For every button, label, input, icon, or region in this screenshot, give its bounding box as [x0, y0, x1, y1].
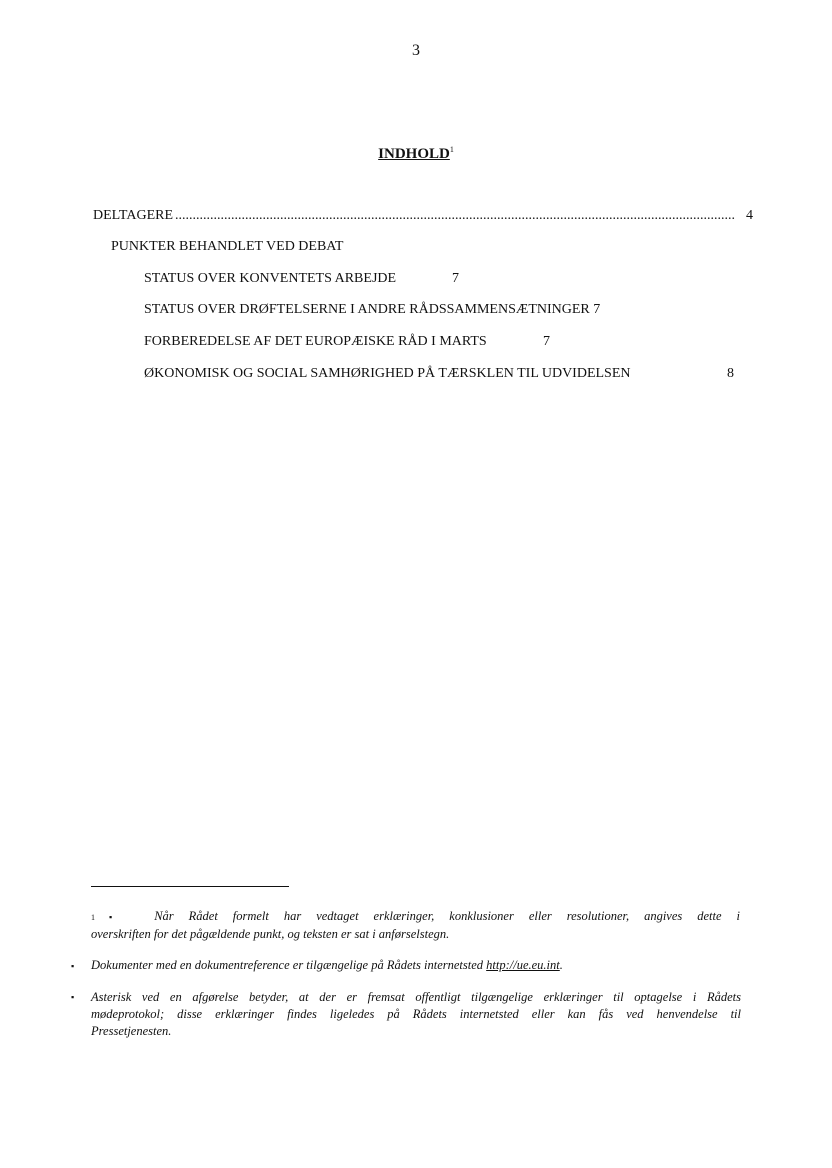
- footnote-3: [71, 989, 741, 1040]
- toc-entry-title: PUNKTER BEHANDLET VED DEBAT: [111, 239, 344, 254]
- footnote-1-line-2: overskriften for det pågældende punkt, og teksten er sat i anførselstegn.: [91, 927, 450, 941]
- footnote-2: [71, 957, 741, 975]
- footnote-2-text: Dokumenter med en dokumentreference er tilgængelige på Rådets internetsted http://ue.eu.int.: [91, 958, 563, 972]
- council-website-link[interactable]: http://ue.eu.int: [486, 958, 560, 972]
- bullet-icon: ▪: [71, 992, 75, 1002]
- toc-heading-title: INDHOLD: [378, 146, 450, 162]
- footnote-separator: [91, 886, 289, 887]
- toc-entry-page: 4: [746, 208, 753, 223]
- toc-section-punkter[interactable]: [111, 239, 343, 255]
- toc-entry-page: 8: [727, 366, 734, 381]
- toc-heading: [0, 146, 832, 163]
- bullet-icon: ▪: [71, 961, 75, 971]
- toc-entry-title: FORBEREDELSE AF DET EUROPÆISKE RÅD I MARTS: [144, 334, 487, 349]
- toc-entry-deltagere[interactable]: [93, 208, 753, 224]
- toc-entry-title: ØKONOMISK OG SOCIAL SAMHØRIGHED PÅ TÆRSKLEN TIL UDVIDELSEN: [144, 366, 631, 381]
- toc-entry-page: 7: [543, 334, 550, 349]
- footnote-3-line-3: Pressetjenesten.: [91, 1024, 172, 1038]
- footnote-3-line-2: mødeprotokol; disse erklæringer findes ligeledes på Rådets internetsted eller kan fås ved henvendelse til: [91, 1007, 741, 1021]
- toc-entry-andre-raad[interactable]: [144, 302, 600, 318]
- toc-entry-title: STATUS OVER DRØFTELSERNE I ANDRE RÅDSSAMMENSÆTNINGER: [144, 302, 590, 317]
- toc-entry-konvent[interactable]: [144, 271, 396, 287]
- toc-entry-page: 7: [593, 302, 601, 317]
- toc-entry-page: 7: [452, 271, 459, 286]
- toc-entry-title: DELTAGERE: [93, 208, 174, 223]
- footnote-marker: 1: [91, 913, 95, 922]
- toc-dot-leader: ................................................................................................................................................................: [175, 208, 736, 223]
- page-number: 3: [412, 42, 420, 59]
- footnote-3-line-1: Asterisk ved en afgørelse betyder, at der er fremsat offentligt tilgængelige erklæringer til optagelse i Rådets: [91, 990, 741, 1004]
- toc-heading-footnote-ref[interactable]: 1: [449, 145, 454, 154]
- toc-entry-samhoerighed[interactable]: [144, 366, 631, 382]
- toc-entry-europaeiske-raad[interactable]: [144, 334, 487, 350]
- footnote-1: [91, 908, 740, 943]
- bullet-icon: ▪: [109, 912, 113, 922]
- toc-entry-title: STATUS OVER KONVENTETS ARBEJDE: [144, 271, 397, 286]
- footnote-1-line-1: Når Rådet formelt har vedtaget erklæringer, konklusioner eller resolutioner, angives dette i: [154, 909, 740, 923]
